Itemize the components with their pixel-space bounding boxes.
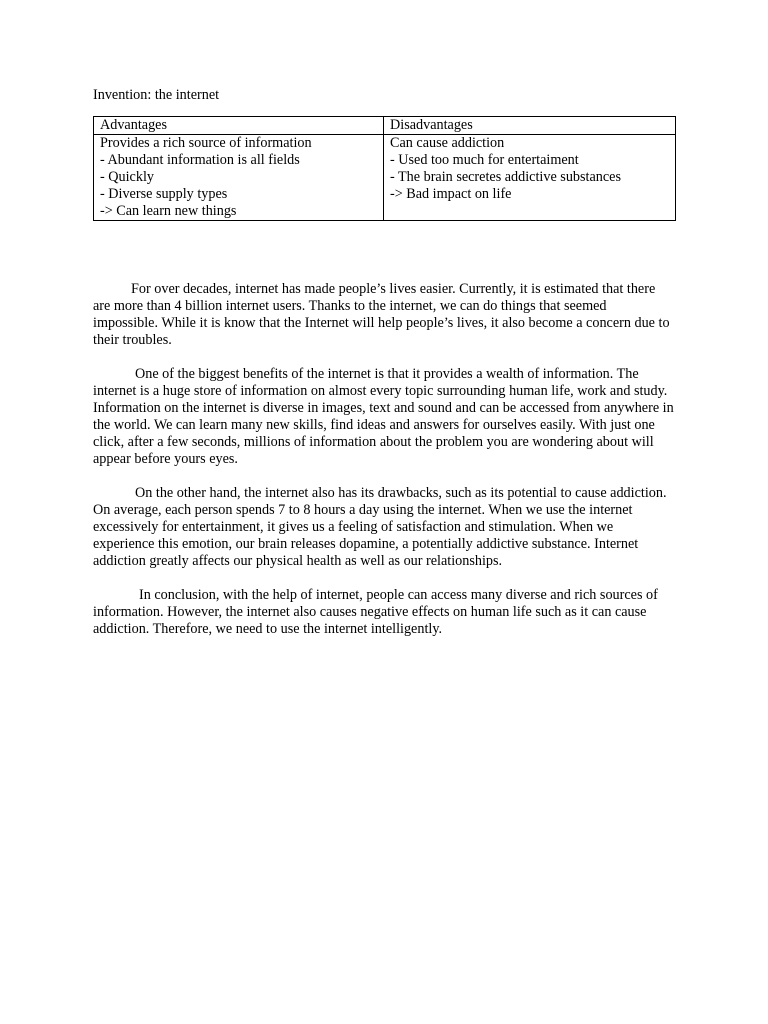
- disadvantage-item: Can cause addiction: [390, 135, 505, 151]
- table-header-row: [94, 117, 676, 135]
- paragraph-conclusion: In conclusion, with the help of internet, people can access many diverse and rich sources of information. However, the internet also causes negative effects on human life such as it can cause addiction. Therefore, we need to use the internet intelligently.: [93, 587, 658, 637]
- disadvantages-header: Disadvantages: [384, 117, 676, 135]
- advantage-item: - Abundant information is all fields: [100, 152, 300, 168]
- paragraph-benefits: One of the biggest benefits of the internet is that it provides a wealth of information. The internet is a huge store of information on almost every topic surrounding human life, work and study. Information on the internet is diverse in images, text and sound and can be accessed from anywhere in the world. We can learn many new skills, find ideas and answers for ourselves easily. With just one click, after a few seconds, millions of information about the problem you are wondering about will appear before yours eyes.: [93, 366, 674, 467]
- advantages-disadvantages-table: [93, 116, 676, 221]
- advantages-header: Advantages: [94, 117, 384, 135]
- advantage-item: - Quickly: [100, 169, 154, 185]
- paragraph-drawbacks: On the other hand, the internet also has its drawbacks, such as its potential to cause addiction. On average, each person spends 7 to 8 hours a day using the internet. When we use the internet excessively for entertainment, it gives us a feeling of satisfaction and stimulation. When we experience this emotion, our brain releases dopamine, a potentially addictive substance. Internet addiction greatly affects our physical health as well as our relationships.: [93, 485, 667, 569]
- document-title: Invention: the internet: [93, 87, 220, 103]
- disadvantages-cell: [384, 135, 676, 221]
- document-page: [93, 87, 675, 655]
- essay-body: [93, 281, 675, 638]
- advantage-item: Provides a rich source of information: [100, 135, 312, 151]
- paragraph-introduction: For over decades, internet has made people’s lives easier. Currently, it is estimated that there are more than 4 billion internet users. Thanks to the internet, we can do things that seemed impossible. While it is know that the Internet will help people’s lives, it also become a concern due to their troubles.: [93, 281, 670, 348]
- table-row: [94, 135, 676, 221]
- disadvantage-item: - Used too much for entertaiment: [390, 152, 579, 168]
- advantages-cell: [94, 135, 384, 221]
- disadvantage-item: - The brain secretes addictive substances: [390, 169, 621, 185]
- advantage-item: -> Can learn new things: [100, 203, 237, 219]
- disadvantage-item: -> Bad impact on life: [390, 186, 512, 202]
- advantage-item: - Diverse supply types: [100, 186, 228, 202]
